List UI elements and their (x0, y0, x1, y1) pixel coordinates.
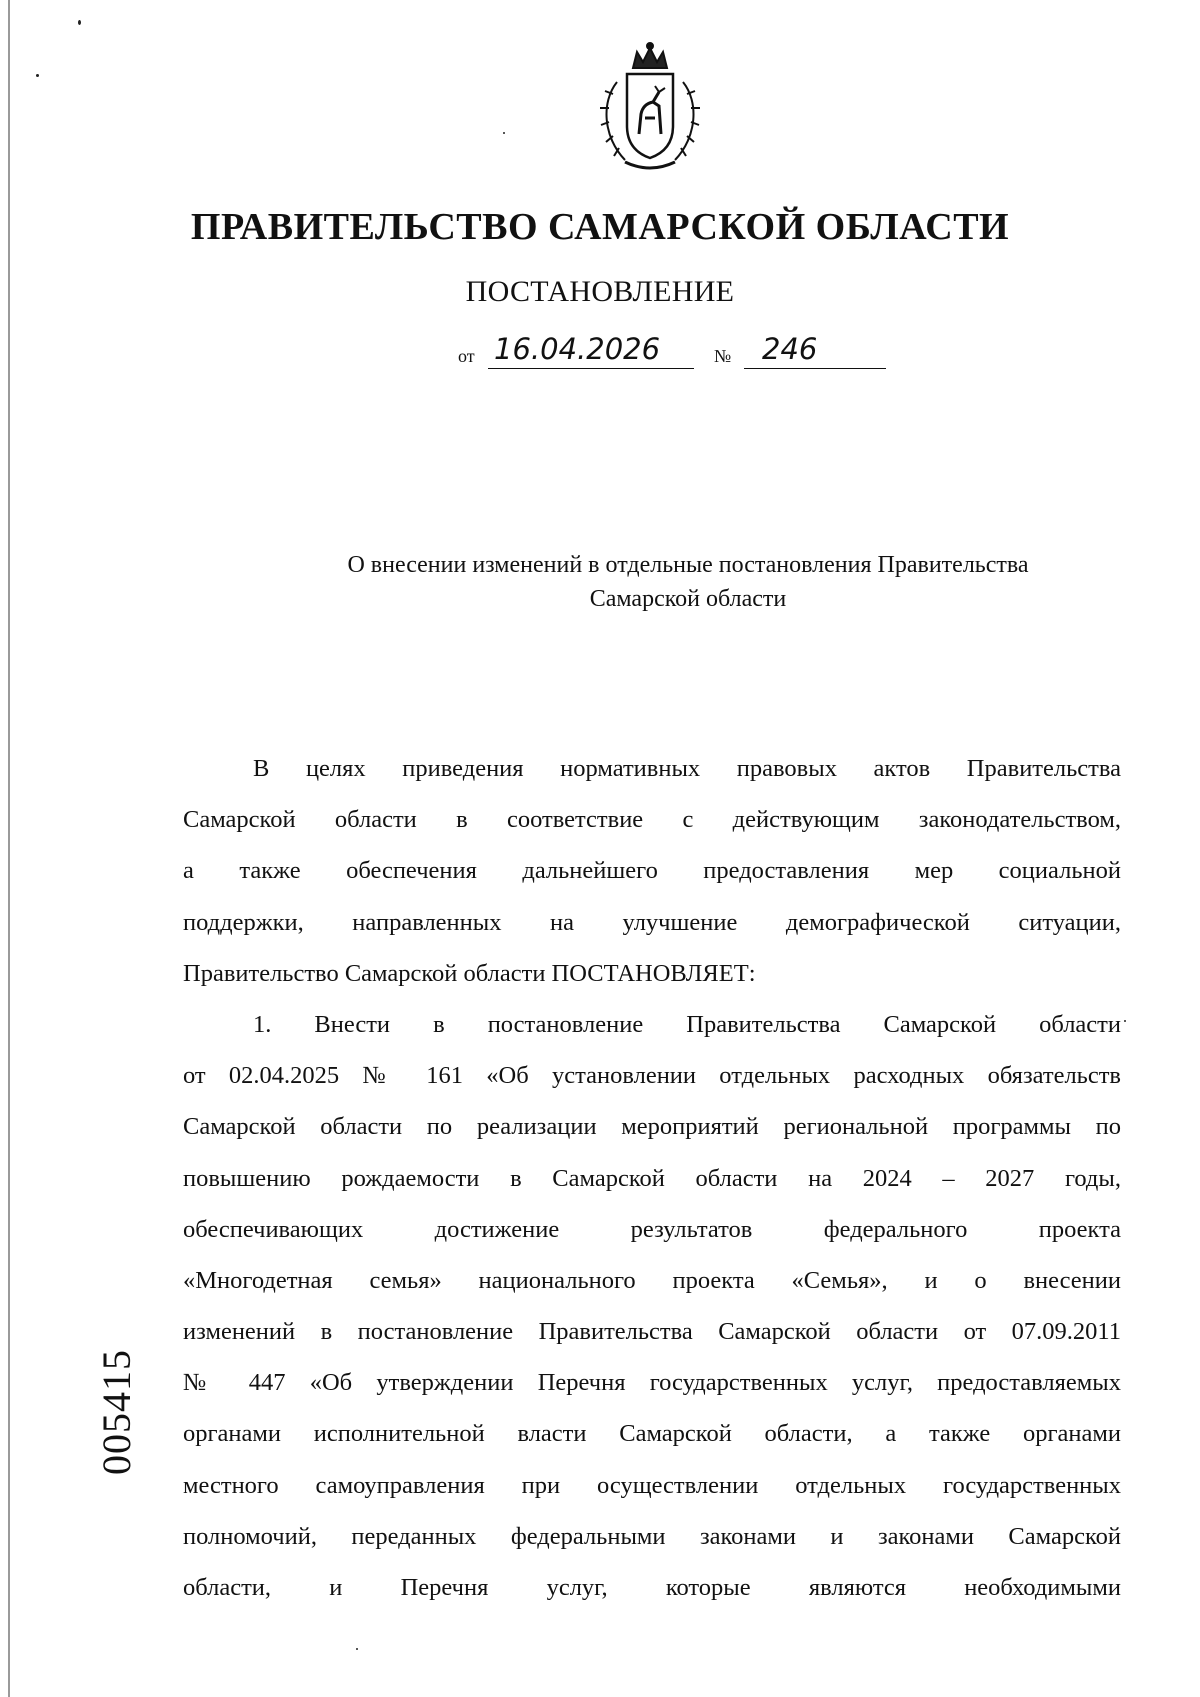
body-line: повышению рождаемости в Самарской области на 2024 – 2027 годы, (183, 1164, 1121, 1192)
body-line: местного самоуправления при осуществлении отдельных государственных (183, 1471, 1121, 1499)
body-line: Самарской области по реализации мероприятий региональной программы по (183, 1113, 1121, 1141)
subject-line: О внесении изменений в отдельные постановления Правительства (347, 552, 1029, 578)
body-line: Правительство Самарской области ПОСТАНОВЛЯЕТ: (183, 959, 756, 987)
document-subject (278, 548, 1098, 616)
page-edge-line (8, 0, 10, 1697)
handwritten-date: 16.04.2026 (488, 332, 694, 369)
scan-speck (36, 74, 39, 77)
document-body (183, 743, 1121, 1613)
body-line: 1. Внести в постановление Правительства Самарской области (253, 1010, 1121, 1038)
body-line: от 02.04.2025 № 161 «Об установлении отдельных расходных обязательств (183, 1062, 1121, 1090)
body-line: В целях приведения нормативных правовых актов Правительства (253, 755, 1121, 782)
body-line: «Многодетная семья» национального проекта «Семья», и о внесении (183, 1266, 1121, 1294)
registration-number: 005415 (94, 1349, 139, 1475)
scan-speck (503, 132, 505, 134)
coat-of-arms-icon (595, 42, 705, 174)
body-line: полномочий, переданных федеральными законами и законами Самарской (183, 1522, 1121, 1550)
body-line: Самарской области в соответствие с действующим законодательством, (183, 806, 1121, 834)
body-line: поддержки, направленных на улучшение демографической ситуации, (183, 908, 1121, 936)
body-line: изменений в постановление Правительства Самарской области от 07.09.2011 (183, 1318, 1121, 1346)
body-line: № 447 «Об утверждении Перечня государственных услуг, предоставляемых (183, 1369, 1121, 1397)
number-sign: № (714, 346, 732, 366)
date-prefix: от (458, 346, 475, 366)
scan-speck (78, 20, 81, 25)
body-line: обеспечивающих достижение результатов федерального проекта (183, 1215, 1121, 1243)
body-line: области, и Перечня услуг, которые являются необходимыми (183, 1574, 1121, 1601)
body-line: а также обеспечения дальнейшего предоставления мер социальной (183, 857, 1121, 885)
scan-speck (1124, 1020, 1126, 1022)
scan-speck (356, 1648, 358, 1650)
government-title: ПРАВИТЕЛЬСТВО САМАРСКОЙ ОБЛАСТИ (190, 206, 1010, 248)
handwritten-number: 246 (744, 332, 886, 369)
subject-line: Самарской области (589, 586, 787, 612)
document-type: ПОСТАНОВЛЕНИЕ (465, 275, 735, 308)
body-line: органами исполнительной власти Самарской области, а также органами (183, 1420, 1121, 1448)
